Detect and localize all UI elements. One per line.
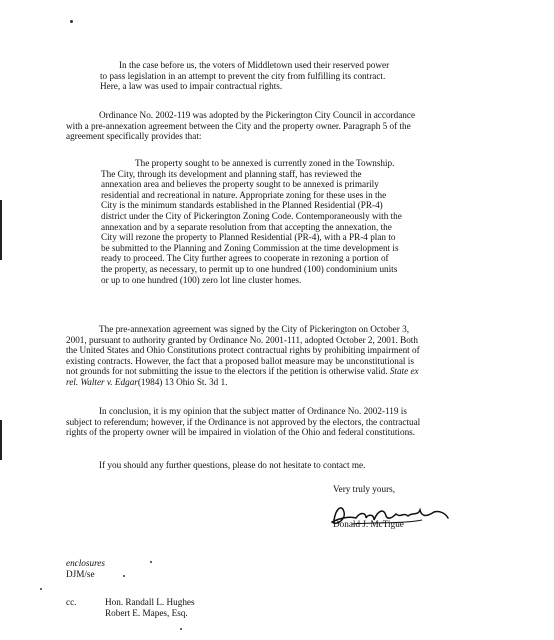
citation-prefix: State ex: [389, 366, 419, 377]
signer-name: Donald J. McTigue: [333, 519, 404, 529]
text-line: City will rezone the property to Planned Residential (PR-4), with a PR-4 plan to: [101, 232, 396, 243]
text-line: annexation and by a separate resolution from that accepting the annexation, the: [101, 221, 392, 232]
text-line: rights of the property owner will be impaired in violation of the Ohio and federal constitutions.: [66, 427, 416, 438]
text-run: not grounds for not submitting the issue to the electors if the petition is otherwise valid.: [66, 366, 388, 377]
cc-label: cc.: [66, 597, 77, 607]
text-line: Here, a law was used to impair contractual rights.: [100, 81, 283, 92]
paragraph-middletown: [100, 60, 464, 92]
cc-recipient: Robert E. Mapes, Esq.: [105, 607, 188, 618]
text-line: In the case before us, the voters of Middletown used their reserved power: [119, 60, 390, 70]
text-line: Ordinance No. 2002-119 was adopted by the Pickerington City Council in accordance: [99, 110, 416, 120]
block-quote-paragraph-5: [101, 158, 465, 285]
paragraph-ordinance: [66, 110, 466, 142]
scan-edge-mark: [0, 420, 2, 460]
scan-speck: [180, 628, 182, 630]
text-line: If you should any further questions, please do not hesitate to contact me.: [99, 460, 366, 470]
text-line: The City, through its development and planning staff, has reviewed the: [101, 168, 362, 179]
text-line: ready to proceed. The City further agrees to cooperate in rezoning a portion of: [101, 253, 389, 264]
text-line: subject to referendum; however, if the Ordinance is not approved by the electors, the contractual: [66, 416, 421, 427]
text-line: with a pre-annexation agreement between the City and the property owner. Paragraph 5 of the: [66, 120, 411, 131]
scan-speck: [40, 588, 42, 590]
text-line: agreement specifically provides that:: [66, 131, 202, 142]
text-line: residential and recreational in nature. Appropriate zoning for these uses in the: [101, 189, 387, 200]
text-line: existing contracts. However, the fact that a proposed ballot measure may be unconstitutional is: [66, 355, 414, 366]
text-line: The property sought to be annexed is currently zoned in the Township.: [135, 158, 395, 168]
text-line: the property, as necessary, to permit up to one hundred (100) condominium units: [101, 263, 398, 274]
text-line: the United States and Ohio Constitutions protect contractual rights by prohibiting impairment of: [66, 345, 420, 356]
paragraph-contact: [99, 460, 459, 471]
text-line: district under the City of Pickerington Zoning Code. Contemporaneously with the: [101, 210, 402, 221]
typist-initials: DJM/se: [66, 568, 95, 579]
scan-speck: [70, 20, 73, 23]
case-name: rel. Walter v. Edgar: [66, 376, 138, 387]
case-citation: (1984) 13 Ohio St. 3d 1.: [137, 376, 228, 387]
text-line: or up to one hundred (100) zero lot line cluster homes.: [101, 274, 302, 285]
paragraph-conclusion: [66, 406, 468, 438]
scan-edge-mark: [0, 200, 2, 260]
text-line: annexation area and believes the property sought to be annexed is primarily: [101, 179, 379, 190]
closing-salutation: Very truly yours,: [333, 484, 396, 494]
paragraph-pre-annexation: [66, 324, 466, 388]
cc-recipients: [105, 597, 305, 618]
text-line: to pass legislation in an attempt to prevent the city from fulfilling its contract.: [100, 70, 386, 81]
cc-recipient: Hon. Randall L. Hughes: [105, 597, 195, 607]
text-line: [66, 377, 466, 388]
enclosures-note: enclosures DJM/se: [66, 558, 186, 579]
text-line: be submitted to the Planning and Zoning Commission at the time development is: [101, 242, 399, 253]
text-line: City is the minimum standards established in the Planned Residential (PR-4): [101, 200, 383, 211]
text-line: 2001, pursuant to authority granted by Ordinance No. 2001-111, adopted October 2, 2001. Both: [66, 334, 418, 345]
text-line: The pre-annexation agreement was signed by the City of Pickerington on October 3,: [99, 324, 409, 334]
text-line: [66, 366, 466, 377]
text-line: In conclusion, it is my opinion that the subject matter of Ordinance No. 2002-119 is: [99, 406, 407, 416]
